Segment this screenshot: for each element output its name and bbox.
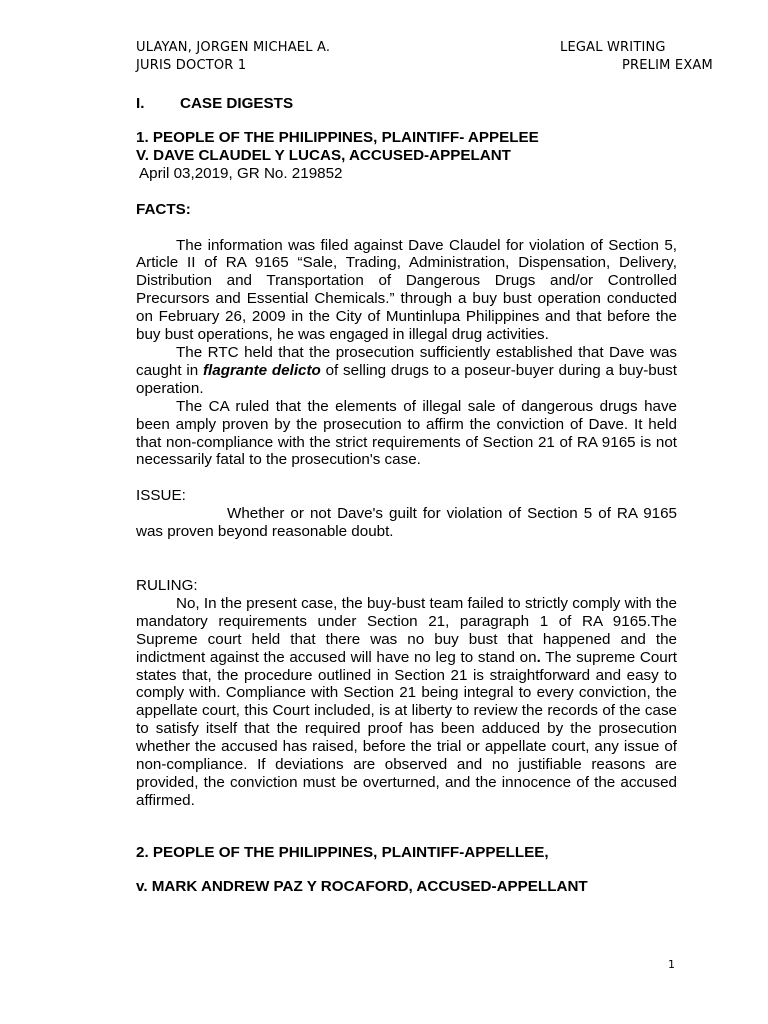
document-body: [136, 95, 677, 896]
facts-p2-text-b: of selling drugs to a poseur-buyer during a buy-bust operation.: [136, 361, 677, 397]
facts-paragraph-3: The CA ruled that the elements of illegal sale of dangerous drugs have been amply proven by the prosecution to affirm the conviction of Dave. It held that non-compliance with the strict requirements of Section 21 of RA 9165 is not necessarily fatal to the prosecution's case.: [136, 397, 677, 469]
facts-paragraph-1: The information was filed against Dave Claudel for violation of Section 5, Article II of RA 9165 “Sale, Trading, Administration, Dispensation, Delivery, Distribution and Transportation of Dangerous Drugs and/or Controlled Precursors and Essential Chemicals.” through a buy bust operation conducted on February 26, 2009 in the City of Muntinlupa Philippines and that before the buy bust operations, he was engaged in illegal drug activities.: [136, 236, 677, 344]
issue-label: ISSUE:: [136, 487, 186, 505]
facts-label: FACTS:: [136, 200, 191, 218]
exam-name: PRELIM EXAM: [622, 58, 713, 73]
facts-paragraph-2: [136, 344, 677, 398]
ruling-text: [136, 595, 677, 810]
ruling-label: RULING:: [136, 577, 198, 595]
case1-title-line1: 1. PEOPLE OF THE PHILIPPINES, PLAINTIFF- APPELEE: [136, 128, 539, 146]
section-number: I.: [136, 95, 145, 112]
ruling-text-b: The supreme Court states that, the procedure outlined in Section 21 is straightforward and easy to comply with. Compliance with Section 21 being integral to every conviction, the appellate court, this Court included, is at liberty to review the records of the case to satisfy itself that the required proof has been adduced by the prosecution whether the accused has raised, before the trial or appellate court, any issue of non-compliance. If deviations are observed and no justifiable reasons are provided, the conviction must be overturned, and the innocence of the accused affirmed.: [136, 648, 677, 809]
subject-name: LEGAL WRITING: [560, 40, 666, 55]
section-heading: [136, 95, 677, 113]
case2-title-line1: 2. PEOPLE OF THE PHILIPPINES, PLAINTIFF-APPELLEE,: [136, 843, 549, 861]
ruling-bold-period: .: [536, 648, 541, 666]
ruling-text-a: No, In the present case, the buy-bust team failed to strictly comply with the mandatory requirements under Section 21, paragraph 1 of RA 9165.The Supreme court held that there was no buy bust that happened and the indictment against the accused will have no leg to stand on: [136, 594, 677, 666]
case2-title-line2: v. MARK ANDREW PAZ Y ROCAFORD, ACCUSED-APPELLANT: [136, 877, 588, 895]
case1-title-line2: V. DAVE CLAUDEL Y LUCAS, ACCUSED-APPELANT: [136, 146, 511, 164]
facts-p2-latin: flagrante delicto: [202, 361, 321, 379]
section-title: CASE DIGESTS: [180, 95, 294, 112]
author-name: ULAYAN, JORGEN MICHAEL A.: [136, 40, 331, 55]
program-name: JURIS DOCTOR 1: [136, 58, 247, 73]
case1-date-gr: April 03,2019, GR No. 219852: [139, 164, 343, 182]
facts-p2-text-a: The RTC held that the prosecution sufficiently established that Dave was caught in: [136, 343, 677, 379]
issue-text: Whether or not Dave's guilt for violation of Section 5 of RA 9165 was proven beyond reasonable doubt.: [136, 505, 677, 541]
page-number: 1: [668, 958, 675, 971]
